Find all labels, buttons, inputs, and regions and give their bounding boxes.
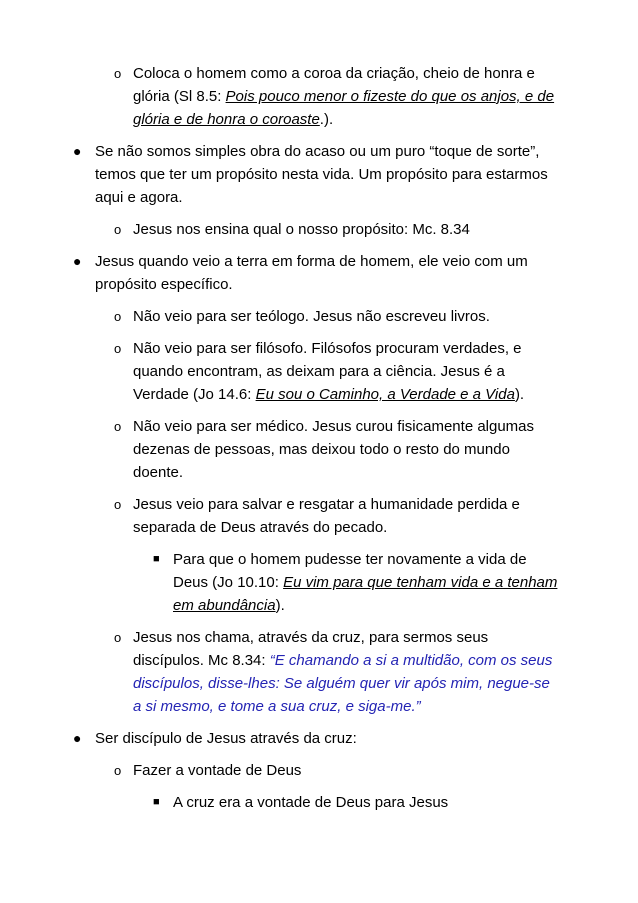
scripture-quote-link[interactable]: Eu sou o Caminho, a Verdade e a Vida <box>255 386 515 403</box>
list-item <box>73 727 565 750</box>
item-text: Jesus veio para salvar e resgatar a humanidade perdida e separada de Deus através do pecado. <box>133 496 520 536</box>
disc-bullet-icon: ● <box>73 143 82 159</box>
item-text: ). <box>514 386 525 403</box>
disc-bullet-icon: ● <box>73 730 82 746</box>
item-text: Não veio para ser teólogo. Jesus não escreveu livros. <box>133 308 490 325</box>
scripture-quote-link[interactable]: Pois pouco menor o fizeste do que os anjos, e de glória e de honra o coroaste <box>133 88 555 128</box>
list-item <box>153 548 563 617</box>
item-text: Coloca o homem como a coroa da criação, cheio de honra e glória (Sl 8.5: <box>133 65 535 105</box>
square-bullet-icon: ■ <box>153 796 160 808</box>
item-text: .). <box>319 111 334 128</box>
item-text: ). <box>275 597 285 614</box>
item-text: Para que o homem pudesse ter novamente a vida de Deus (Jo 10.10: <box>173 551 527 591</box>
list-item <box>73 140 565 209</box>
circle-bullet-icon: o <box>114 630 122 645</box>
list-item <box>114 218 558 241</box>
list-item <box>73 250 565 296</box>
list-item <box>114 626 558 718</box>
list-item <box>114 305 558 328</box>
list-item <box>114 415 558 484</box>
circle-bullet-icon: o <box>114 419 122 434</box>
list-item <box>153 791 563 814</box>
circle-bullet-icon: o <box>114 66 122 81</box>
item-text: A cruz era a vontade de Deus para Jesus <box>173 794 449 811</box>
item-text: Jesus quando veio a terra em forma de homem, ele veio com um propósito específico. <box>95 253 528 293</box>
circle-bullet-icon: o <box>114 309 122 324</box>
list-item <box>114 337 558 406</box>
circle-bullet-icon: o <box>114 763 122 778</box>
item-text: Jesus nos ensina qual o nosso propósito: Mc. 8.34 <box>133 221 470 238</box>
circle-bullet-icon: o <box>114 497 122 512</box>
document-page <box>0 62 638 814</box>
item-text: Ser discípulo de Jesus através da cruz: <box>95 730 357 747</box>
scripture-quote-link[interactable]: Eu vim para que tenham vida e a tenham em abundância <box>173 574 558 614</box>
item-text: Se não somos simples obra do acaso ou um puro “toque de sorte”, temos que ter um propósito nesta vida. Um propósito para estarmos aqui e agora. <box>95 143 548 206</box>
item-text: Não veio para ser médico. Jesus curou fisicamente algumas dezenas de pessoas, mas deixou todo o resto do mundo doente. <box>133 418 535 481</box>
list-item <box>114 759 558 782</box>
circle-bullet-icon: o <box>114 222 122 237</box>
item-text: Não veio para ser filósofo. Filósofos procuram verdades, e quando encontram, as deixam para a ciência. Jesus é a Verdade (Jo 14.6: <box>133 340 522 403</box>
item-text: Fazer a vontade de Deus <box>133 762 302 779</box>
item-text: Jesus nos chama, através da cruz, para sermos seus discípulos. Mc 8.34: <box>133 629 489 669</box>
list-item <box>114 493 558 539</box>
scripture-quote: “E chamando a si a multidão, com os seus discípulos, disse-lhes: Se alguém quer vir após mim, negue-se a si mesmo, e tome a sua cruz, e siga-me.” <box>133 652 553 715</box>
list-item <box>114 62 558 131</box>
square-bullet-icon: ■ <box>153 553 160 565</box>
circle-bullet-icon: o <box>114 341 122 356</box>
disc-bullet-icon: ● <box>73 253 82 269</box>
